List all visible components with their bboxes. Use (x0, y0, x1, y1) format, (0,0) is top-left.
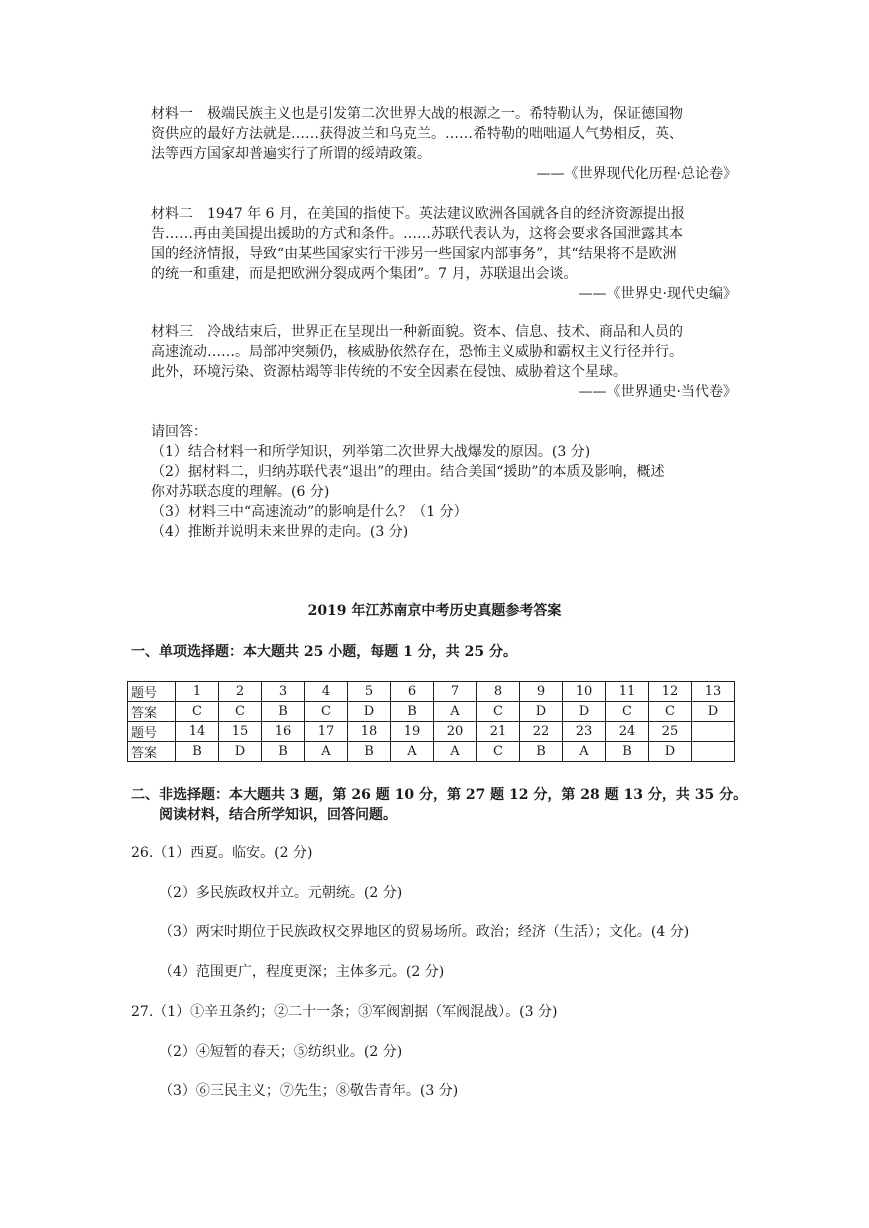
cell: 11 (606, 682, 649, 702)
cell: C (606, 702, 649, 722)
cell: C (219, 702, 262, 722)
answer-27-2: （2）④短暂的春天；⑤纺织业。(2 分) (159, 1044, 403, 1060)
cell: 20 (434, 722, 477, 742)
cell: D (348, 702, 391, 722)
cell: 18 (348, 722, 391, 742)
material-line: 材料二 1947 年 6 月，在美国的指使下。英法建议欧洲各国就各自的经济资源提出报 (151, 206, 685, 222)
question-line: 请回答： (151, 424, 207, 440)
material-line: 高速流动……。局部冲突频仍，核威胁依然存在，恐怖主义威胁和霸权主义行径并行。 (151, 344, 683, 360)
cell: 24 (606, 722, 649, 742)
cell: 22 (520, 722, 563, 742)
row-label: 题号 (128, 722, 176, 742)
question-line: （2）据材料二，归纳苏联代表“退出”的理由。结合美国“援助”的本质及影响，概述 (151, 464, 665, 480)
question-line: 你对苏联态度的理解。(6 分) (151, 484, 330, 500)
material-source: ——《世界史·现代史编》 (578, 286, 737, 302)
cell: B (520, 742, 563, 762)
answer-title: 2019 年江苏南京中考历史真题参考答案 (307, 603, 562, 619)
cell: 1 (176, 682, 219, 702)
material-2 (151, 204, 737, 304)
material-line: 国的经济情报，导致“由某些国家实行干涉另一些国家内部事务”，其“结果将不是欧洲 (151, 246, 677, 262)
question-line: （4）推断并说明未来世界的走向。(3 分) (151, 524, 409, 540)
cell: A (434, 702, 477, 722)
cell: 9 (520, 682, 563, 702)
material-line: 资供应的最好方法就是……获得波兰和乌克兰。……希特勒的咄咄逼人气势相反，英、 (151, 126, 683, 142)
material-line: 材料一 极端民族主义也是引发第二次世界大战的根源之一。希特勒认为，保证德国物 (151, 106, 683, 122)
cell: B (176, 742, 219, 762)
cell: A (305, 742, 348, 762)
material-1 (151, 104, 737, 184)
section-2-heading-line: 二、非选择题：本大题共 3 题，第 26 题 10 分，第 27 题 12 分，第 28 题 13 分，共 35 分。 (131, 787, 748, 803)
cell: D (219, 742, 262, 762)
material-line: 此外，环境污染、资源枯竭等非传统的不安全因素在侵蚀、威胁着这个星球。 (151, 364, 627, 380)
cell: D (692, 702, 735, 722)
cell: D (520, 702, 563, 722)
cell: A (391, 742, 434, 762)
cell: 17 (305, 722, 348, 742)
cell: 14 (176, 722, 219, 742)
material-line: 材料三 冷战结束后，世界正在呈现出一种新面貌。资本、信息、技术、商品和人员的 (151, 324, 683, 340)
material-line: 的统一和重建，而是把欧洲分裂成两个集团”。7 月，苏联退出会谈。 (151, 266, 578, 282)
answer-26-4: （4）范围更广，程度更深；主体多元。(2 分) (159, 964, 445, 980)
material-source: ——《世界通史·当代卷》 (578, 384, 737, 400)
cell: 21 (477, 722, 520, 742)
cell: B (262, 742, 305, 762)
cell: C (176, 702, 219, 722)
material-3 (151, 322, 737, 402)
section-2-heading-line: 阅读材料，结合所学知识，回答问题。 (131, 807, 397, 823)
question-line: （1）结合材料一和所学知识，列举第二次世界大战爆发的原因。(3 分) (151, 444, 591, 460)
answer-26-2: （2）多民族政权并立。元朝统。(2 分) (159, 885, 403, 901)
cell: 7 (434, 682, 477, 702)
cell: B (262, 702, 305, 722)
cell: 8 (477, 682, 520, 702)
answer-27-3: （3）⑥三民主义；⑦先生；⑧敬告青年。(3 分) (159, 1083, 459, 1099)
cell (692, 722, 735, 742)
cell: 19 (391, 722, 434, 742)
question-line: （3）材料三中“高速流动”的影响是什么？（1 分） (151, 504, 468, 520)
table-row (128, 722, 735, 742)
cell: C (477, 702, 520, 722)
cell: B (391, 702, 434, 722)
cell: 25 (649, 722, 692, 742)
cell: 15 (219, 722, 262, 742)
answer-27-1: 27.（1）①辛丑条约；②二十一条；③军阀割据（军阀混战）。(3 分) (131, 1004, 558, 1020)
cell: 5 (348, 682, 391, 702)
material-line: 法等西方国家却普遍实行了所谓的绥靖政策。 (151, 146, 431, 162)
row-label: 答案 (128, 702, 176, 722)
cell: 10 (563, 682, 606, 702)
row-label: 答案 (128, 742, 176, 762)
cell (692, 742, 735, 762)
cell: 16 (262, 722, 305, 742)
cell: 4 (305, 682, 348, 702)
cell: C (477, 742, 520, 762)
cell: B (348, 742, 391, 762)
section-2-heading (131, 785, 751, 825)
table-row (128, 742, 735, 762)
cell: A (434, 742, 477, 762)
row-label: 题号 (128, 682, 176, 702)
cell: 13 (692, 682, 735, 702)
table-row (128, 682, 735, 702)
cell: 6 (391, 682, 434, 702)
cell: D (649, 742, 692, 762)
material-source: ——《世界现代化历程·总论卷》 (536, 166, 737, 182)
answer-table (127, 681, 735, 762)
table-row (128, 702, 735, 722)
cell: C (305, 702, 348, 722)
cell: C (649, 702, 692, 722)
cell: 12 (649, 682, 692, 702)
cell: 2 (219, 682, 262, 702)
cell: 23 (563, 722, 606, 742)
answer-26-1: 26.（1）西夏。临安。(2 分) (131, 845, 313, 861)
material-line: 告……再由美国提出援助的方式和条件。……苏联代表认为，这将会要求各国泄露其本 (151, 226, 683, 242)
cell: B (606, 742, 649, 762)
cell: 3 (262, 682, 305, 702)
questions (151, 422, 737, 542)
section-1-heading: 一、单项选择题：本大题共 25 小题，每题 1 分，共 25 分。 (131, 644, 517, 660)
answer-26-3: （3）两宋时期位于民族政权交界地区的贸易场所。政治；经济（生活）；文化。(4 分) (159, 924, 690, 940)
cell: D (563, 702, 606, 722)
cell: A (563, 742, 606, 762)
